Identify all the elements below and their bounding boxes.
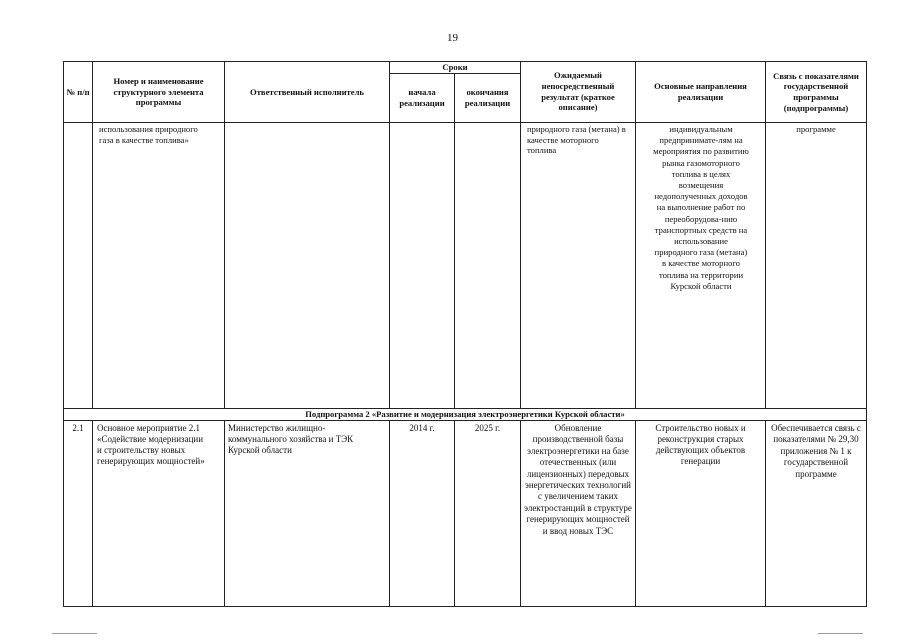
col-border: [866, 61, 867, 408]
header-bottom-border: [63, 122, 867, 123]
col-border: [454, 420, 455, 607]
row-2-1-num: 2.1: [72, 423, 84, 433]
header-link: Связь с показателями государственной программы (подпрограммы): [773, 70, 859, 113]
header-end: окончания реализации: [464, 87, 511, 108]
col-border: [224, 420, 225, 607]
header-num: № п/п: [66, 86, 90, 97]
program-table: [63, 61, 867, 607]
continued-name: использования природного газа в качестве топлива»: [99, 124, 198, 145]
scan-edge-line-right: [818, 633, 863, 634]
col-border: [92, 420, 93, 607]
col-border: [520, 420, 521, 607]
row-2-1-directions: Строительство новых и реконструкция старых действующих объектов генерации: [655, 423, 746, 466]
continued-link: программе: [796, 124, 836, 134]
header-result: Ожидаемый непосредственный результат (краткое описание): [541, 70, 615, 113]
col-border: [635, 420, 636, 607]
continued-directions: индивидуальным предпринимате-лям на мероприятия по развитию рынка газомоторного топлива в целях возмещения недополученных доходов на выполнение работ по переоборудова-нию транспортных средств на использование природного газа (метана) в качестве моторного топлива на территории Курской области: [653, 124, 749, 291]
table-bottom-border: [63, 606, 867, 607]
row-2-1-link: Обеспечивается связь с показателями № 29,30 приложения № 1 к государственной программе: [771, 423, 861, 479]
header-executor: Ответственный исполнитель: [250, 86, 364, 97]
col-border: [63, 420, 64, 607]
col-border: [635, 61, 636, 408]
scan-edge-line-left: [52, 633, 97, 634]
page-number: 19: [447, 32, 458, 44]
header-name: Номер и наименование структурного элемента программы: [113, 76, 204, 108]
subprogram-title: Подпрограмма 2 «Развитие и модернизация электроэнергетики Курской области»: [305, 408, 625, 419]
col-border: [63, 61, 64, 408]
col-border: [92, 61, 93, 408]
subprogram-bottom-line: [63, 420, 867, 421]
col-border: [866, 408, 867, 420]
continued-result: природного газа (метана) в качестве моторного топлива: [527, 124, 626, 156]
col-border: [224, 61, 225, 408]
col-border: [866, 420, 867, 607]
header-directions: Основные направления реализации: [654, 81, 747, 102]
row-2-1-executor: Министерство жилищно-коммунального хозяйства и ТЭК Курской области: [228, 423, 354, 455]
header-terms: Сроки: [442, 61, 468, 72]
row-2-1-start: 2014 г.: [409, 423, 435, 433]
row-2-1-name: Основное мероприятие 2.1 «Содействие модернизации и строительству новых генерирующих мощностей»: [97, 423, 205, 466]
header-start: начала реализации: [399, 87, 445, 108]
col-border: [765, 420, 766, 607]
col-border: [454, 73, 455, 408]
col-border: [765, 61, 766, 408]
col-border: [389, 420, 390, 607]
row-2-1-end: 2025 г.: [474, 423, 501, 433]
col-border: [520, 61, 521, 408]
row-2-1-result: Обновление производственной базы электроэнергетики на базе отечественных (или лицензионных) передовых энергетических технологий с увеличением таких электростанций в структуре генерирующих мощностей и ввод новых ТЭС: [524, 423, 632, 536]
